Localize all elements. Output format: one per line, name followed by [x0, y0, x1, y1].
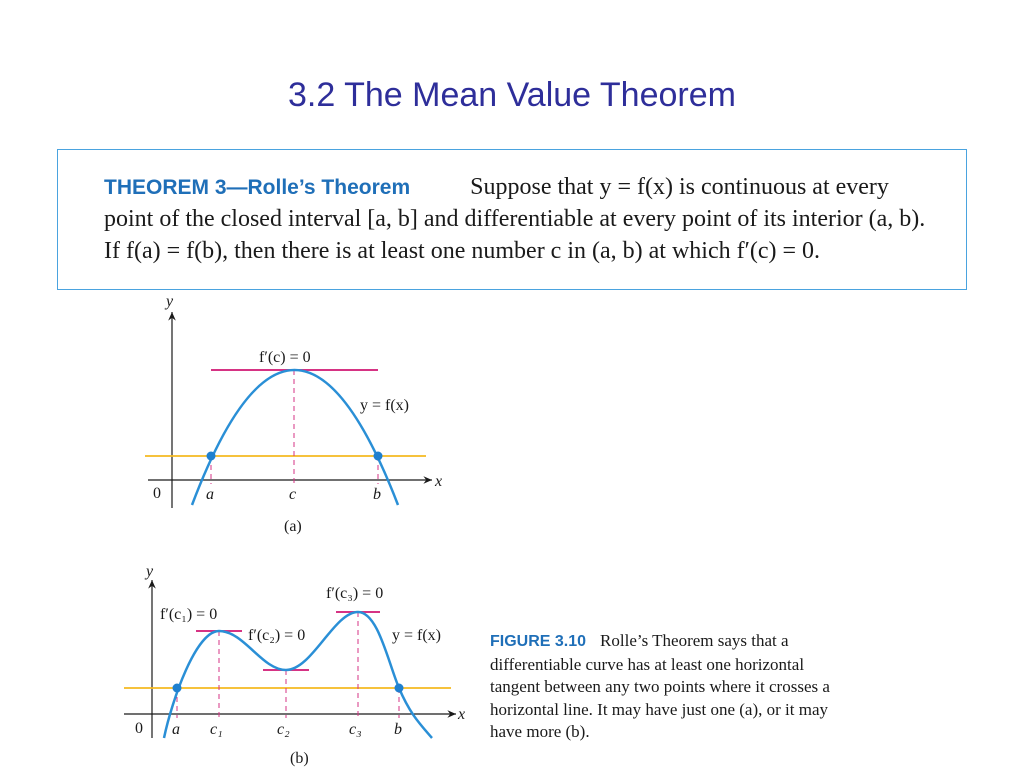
- fig-b-origin-label: 0: [135, 720, 143, 737]
- fig-a-axis-y-label: y: [166, 293, 174, 310]
- fig-b-axis-x-label: x: [458, 706, 466, 723]
- fig-b-tick-a: a: [172, 721, 180, 738]
- theorem-text-3: If f(a) = f(b), then there is at least one number c in (a, b) at which f′(c) = 0.: [104, 238, 821, 264]
- fig-b-curve-label: y = f(x): [392, 627, 442, 644]
- fig-a-curve-label: y = f(x): [360, 397, 410, 414]
- fig-a-tick-b: b: [373, 486, 381, 503]
- fig-b-tick-c3: c₃: [349, 721, 362, 738]
- fig-b-tick-b: b: [394, 721, 402, 738]
- fig-b-tick-c2: c₂: [277, 721, 290, 738]
- fig-a-origin-label: 0: [153, 485, 161, 502]
- fig-b-point-a: [173, 684, 182, 693]
- slide-title: 3.2 The Mean Value Theorem: [288, 76, 736, 114]
- fig-b-panel-label: (b): [290, 750, 309, 767]
- figure-caption: [490, 630, 835, 744]
- fig-a-point-b: [374, 452, 383, 461]
- fig-b-tangent3-label: f′(c₃) = 0: [326, 585, 384, 602]
- caption-text: Rolle’s Theorem says that a differentiable curve has at least one horizontal tangent between any two points where it crosses a horizontal line. It may have just one (a), or it may have more (b).: [490, 631, 830, 741]
- caption-heading: FIGURE 3.10: [490, 633, 587, 650]
- fig-b-tick-c1: c₁: [210, 721, 223, 738]
- fig-b-point-b: [395, 684, 404, 693]
- fig-b-tangent1-label: f′(c₁) = 0: [160, 606, 218, 623]
- fig-b-axis-y-label: y: [146, 563, 154, 580]
- fig-a-curve: [192, 370, 398, 505]
- theorem-heading: THEOREM 3—Rolle’s Theorem: [104, 176, 411, 199]
- theorem-text-1: Suppose that y = f(x) is continuous at every: [470, 174, 889, 200]
- figure-a: [145, 293, 442, 535]
- fig-a-tick-a: a: [206, 486, 214, 503]
- fig-a-tick-c: c: [289, 486, 297, 503]
- fig-a-panel-label: (a): [284, 518, 302, 535]
- fig-a-point-a: [207, 452, 216, 461]
- theorem-text-2: point of the closed interval [a, b] and differentiable at every point of its interior (a, b).: [104, 206, 926, 232]
- fig-a-tangent-label: f′(c) = 0: [259, 349, 311, 366]
- figure-b: [124, 563, 465, 767]
- fig-b-tangent2-label: f′(c₂) = 0: [248, 627, 306, 644]
- fig-a-axis-x-label: x: [435, 473, 443, 490]
